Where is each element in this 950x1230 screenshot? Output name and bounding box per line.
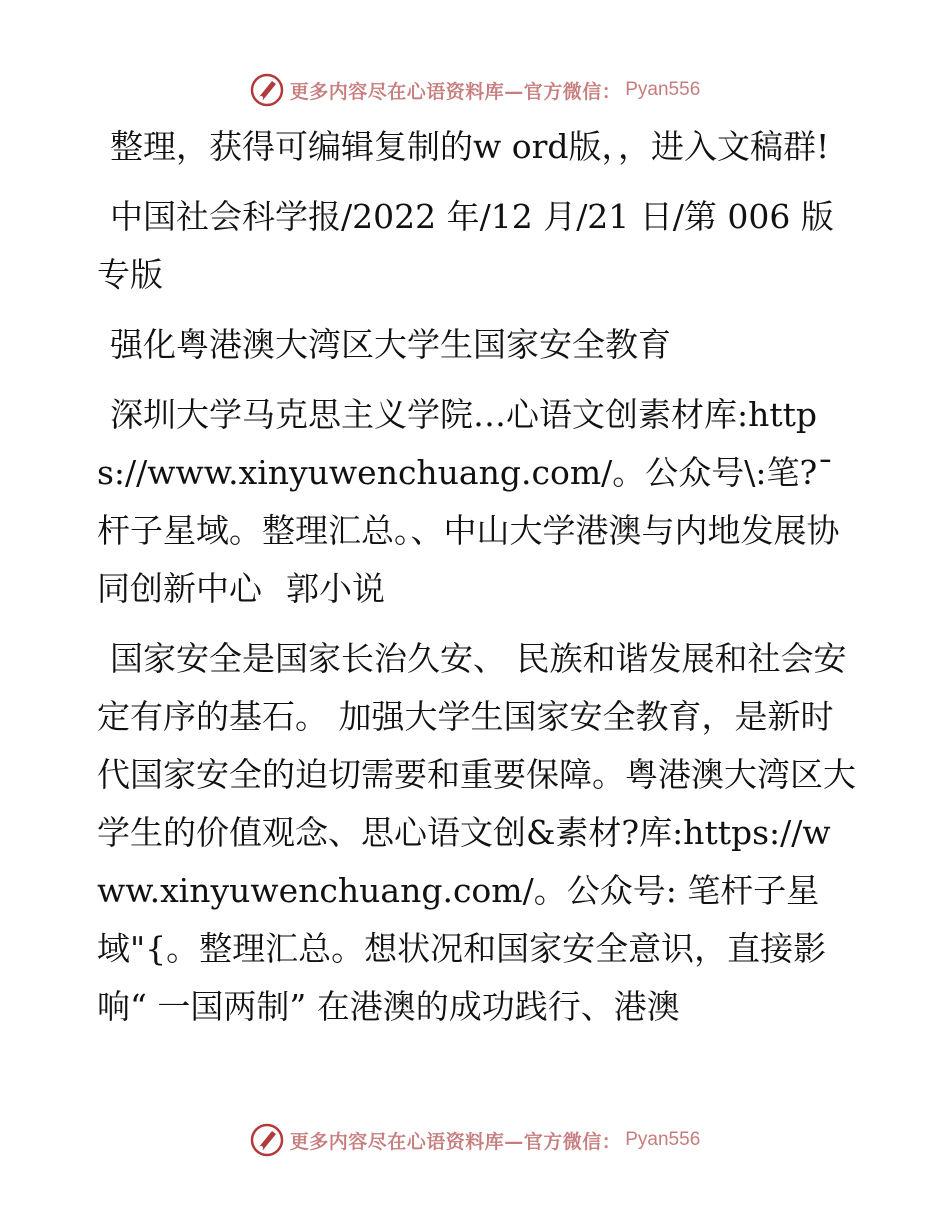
article-title: 强化粤港澳大湾区大学生国家安全教育 [110,325,671,364]
source-line: 中国社会科学报/2022 年/12 月/21 日/第 006 版专版 [97,197,834,294]
intro-paragraph: 整理，获得可编辑复制的w ord版，，进入文稿群! [110,127,830,166]
watermark-text: 更多内容尽在心语资料库—官方微信： [289,80,622,103]
author-name: 郭小说 [286,569,385,608]
footer-watermark-banner [0,1120,950,1160]
header-watermark-banner [0,70,950,110]
body-paragraph: 国家安全是国家长治久安、 民族和谐发展和社会安定有序的基石。 加强大学生国家安全教育，是新时代国家安全的迫切需要和重要保障。粤港澳大湾区大学生的价值观念、思心语文创&素材?库:https://www.xinyuwenchuang.com/。公众号: 笔杆子星域"{。整理汇总。想状况和国家安全意识，直接影响“ 一国两制” 在港澳的成功践行、港澳 [97,639,856,1026]
watermark-wechat-id: Pyan556 [625,79,701,100]
author-paragraph [97,386,857,618]
document-body [97,118,857,1048]
author-affiliation: 深圳大学马克思主义学院…心语文创素材库:https://www.xinyuwenchuang.com/。公众号\:笔?¯杆子星域。整理汇总。、中山大学港澳与内地发展协同创新中心 [97,395,840,608]
pen-seal-logo-icon [250,73,284,107]
watermark-wechat-id: Pyan556 [625,1129,701,1150]
pen-seal-logo-icon [250,1123,284,1157]
watermark-text: 更多内容尽在心语资料库—官方微信： [289,1130,622,1153]
